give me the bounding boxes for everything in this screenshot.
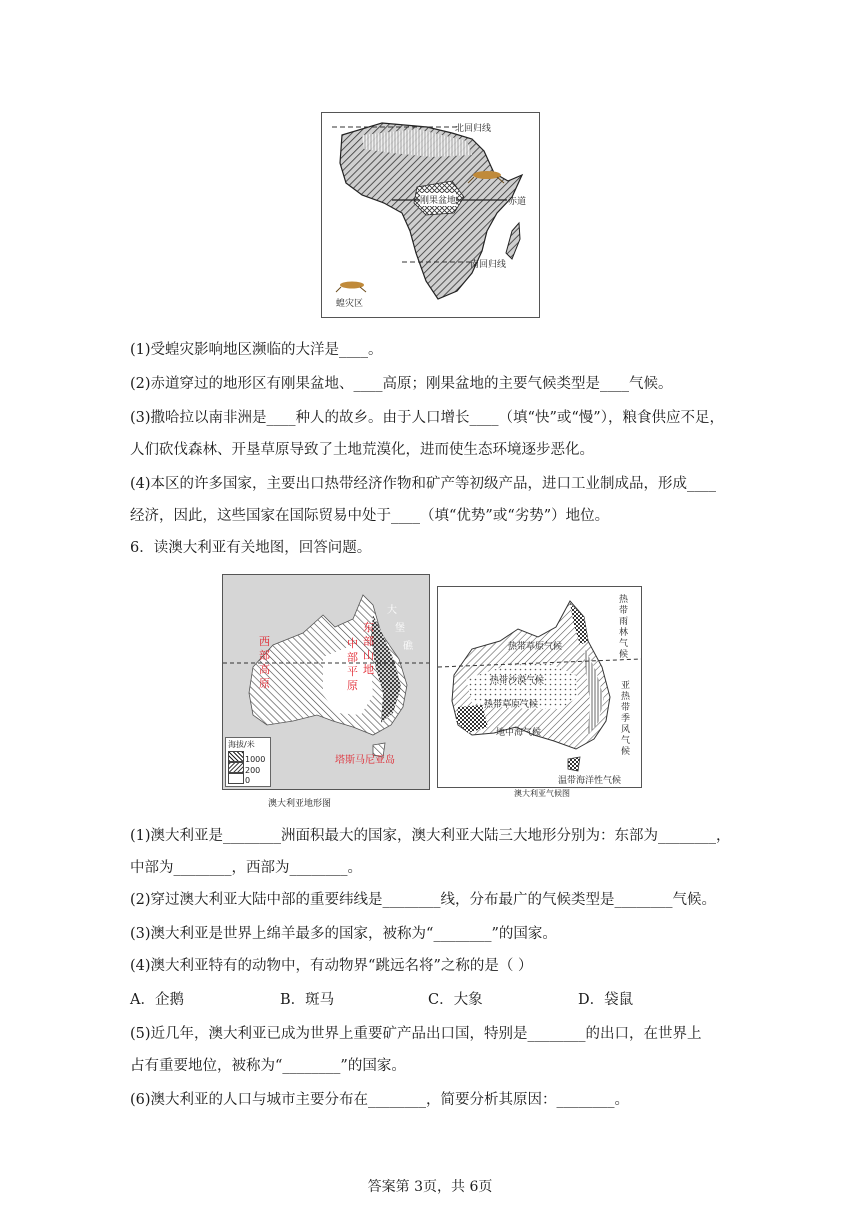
label-marine: 温带海洋性气候	[558, 776, 622, 786]
africa-map-drawing	[322, 113, 539, 317]
central-char-1: 中	[347, 637, 358, 650]
legend-title: 海拔/米	[228, 740, 255, 749]
st-char-4: 季	[621, 714, 631, 724]
legend-0: 0	[245, 776, 251, 785]
label-subtropical	[621, 681, 631, 758]
q5-line-2: (2)赤道穿过的地形区有刚果盆地、____高原；刚果盆地的主要气候类型是____气候。	[130, 376, 673, 392]
label-locust-legend: 蝗灾区	[336, 299, 364, 309]
st-char-5: 风	[621, 725, 631, 735]
q6-line-5: (4)澳大利亚特有的动物中，有动物界“跳远名将”之称的是（ ）	[130, 958, 533, 974]
label-tasmania: 塔斯马尼亚岛	[335, 755, 395, 766]
q6-line-8: (6)澳大利亚的人口与城市主要分布在________，简要分析其原因：________。	[130, 1092, 630, 1108]
page-footer: 答案第 3页，共 6页	[367, 1179, 493, 1195]
label-equator: 赤道	[508, 197, 527, 207]
st-char-6: 气	[621, 736, 631, 746]
q6-line-4: (3)澳大利亚是世界上绵羊最多的国家，被称为“________”的国家。	[130, 926, 557, 942]
west-char-2: 部	[259, 649, 270, 662]
q5-line-6: 经济，因此，这些国家在国际贸易中处于____（填“优势”或“劣势”）地位。	[130, 508, 610, 524]
climate-map-drawing	[438, 587, 641, 787]
q5-line-5: (4)本区的许多国家，主要出口热带经济作物和矿产等初级产品，进口工业制成品，形成____	[130, 476, 717, 492]
label-central-plain	[347, 637, 359, 693]
label-reef-3: 礁	[403, 641, 413, 652]
option-c[interactable]: C．大象	[428, 992, 483, 1008]
q5-line-1: (1)受蝗灾影响地区濒临的大洋是____。	[130, 342, 383, 358]
climate-map-caption: 澳大利亚气候图	[514, 789, 570, 798]
rf-char-1: 热	[619, 595, 629, 605]
east-char-1: 东	[363, 621, 374, 634]
q6-line-2: 中部为________，西部为________。	[130, 860, 362, 876]
option-a[interactable]: A．企鹅	[130, 992, 184, 1008]
legend-200: 200	[245, 766, 261, 775]
label-eastern-mountains	[363, 621, 375, 677]
q6-line-6: (5)近几年，澳大利亚已成为世界上重要矿产品出口国，特别是________的出口，在世界上	[130, 1026, 702, 1042]
label-rainforest	[619, 595, 629, 661]
q6-title: 6．读澳大利亚有关地图，回答问题。	[130, 540, 372, 556]
st-char-2: 热	[621, 692, 631, 702]
central-char-3: 平	[347, 665, 358, 678]
q5-line-4: 人们砍伐森林、开垦草原导致了土地荒漠化，进而使生态环境逐步恶化。	[130, 442, 594, 458]
rf-char-3: 雨	[619, 617, 629, 627]
st-char-3: 带	[621, 703, 631, 713]
rf-char-2: 带	[619, 606, 629, 616]
central-char-4: 原	[347, 679, 358, 692]
label-reef-2: 堡	[395, 623, 405, 634]
label-savanna-bottom: 热带草原气候	[484, 700, 539, 710]
australia-climate-map	[437, 586, 642, 788]
q6-line-1: (1)澳大利亚是________洲面积最大的国家，澳大利亚大陆三大地形分别为：东部为________，	[130, 828, 731, 844]
legend-locust-icon	[336, 282, 366, 293]
legend-1000: 1000	[245, 755, 266, 764]
legend-swatch-mid	[228, 762, 244, 773]
option-b[interactable]: B．斑马	[280, 992, 335, 1008]
q6-options	[130, 990, 730, 1010]
central-char-2: 部	[347, 651, 358, 664]
st-char-7: 候	[621, 747, 631, 757]
rf-char-4: 林	[619, 628, 629, 638]
label-savanna-top: 热带草原气候	[508, 642, 563, 652]
rf-char-6: 候	[619, 650, 629, 660]
east-char-4: 地	[363, 663, 374, 676]
terrain-map-caption: 澳大利亚地形图	[268, 799, 332, 809]
label-congo-basin: 刚果盆地	[420, 193, 456, 206]
label-desert: 热带沙漠气候	[490, 676, 545, 686]
st-char-1: 亚	[621, 681, 631, 691]
label-tropic-capricorn: 南回归线	[470, 260, 507, 270]
africa-locust-map	[321, 112, 540, 318]
label-mediterranean: 地中海气候	[496, 728, 542, 738]
option-d[interactable]: D．袋鼠	[578, 992, 634, 1008]
label-reef-1: 大	[387, 605, 397, 616]
east-char-3: 山	[363, 649, 374, 662]
west-char-3: 高	[259, 663, 270, 676]
rf-char-5: 气	[619, 639, 629, 649]
east-char-2: 部	[363, 635, 374, 648]
q6-line-7: 占有重要地位，被称为“________”的国家。	[130, 1058, 406, 1074]
legend-swatch-low	[228, 773, 244, 784]
west-char-1: 西	[259, 635, 270, 648]
legend-swatch-high	[228, 751, 244, 762]
label-tropic-cancer: 北回归线	[455, 124, 492, 134]
terrain-legend	[225, 737, 271, 787]
australia-terrain-map	[222, 574, 430, 790]
q6-line-3: (2)穿过澳大利亚大陆中部的重要纬线是________线，分布最广的气候类型是________气候。	[130, 892, 717, 908]
q5-line-3: (3)撒哈拉以南非洲是____种人的故乡。由于人口增长____（填“快”或“慢”），粮食供应不足，	[130, 410, 724, 426]
label-western-plateau	[259, 635, 271, 691]
west-char-4: 原	[259, 677, 270, 690]
